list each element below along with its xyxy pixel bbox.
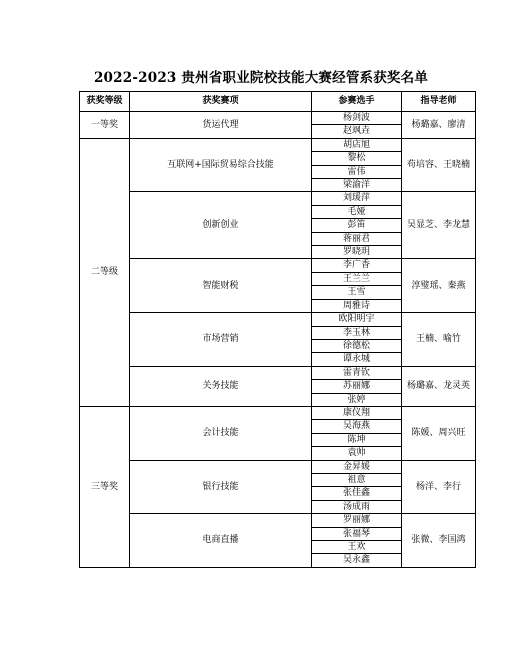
table-row (80, 514, 476, 527)
event-name-cell: 市场营销 (130, 313, 312, 367)
student-name-cell: 雷青钦 (312, 366, 402, 379)
student-name-cell: 张婷 (312, 393, 402, 406)
student-name-cell: 刘瑗萍 (312, 192, 402, 205)
table-row (80, 460, 476, 473)
student-name-cell: 蒋丽君 (312, 232, 402, 245)
table-row (80, 112, 476, 125)
event-name-cell: 电商直播 (130, 514, 312, 568)
student-name-cell: 袁帅 (312, 447, 402, 460)
student-name-cell: 谭永城 (312, 353, 402, 366)
award-level-cell: 三等奖 (80, 406, 130, 567)
table-row (80, 192, 476, 205)
award-level-cell: 一等奖 (80, 112, 130, 139)
table-row (80, 259, 476, 272)
teacher-names-cell: 陈媛、周兴旺 (402, 406, 476, 460)
student-name-cell: 康仪翔 (312, 406, 402, 419)
document-title: 2022-2023 贵州省职业院校技能大赛经管系获奖名单 (93, 70, 429, 86)
event-name-cell: 货运代理 (130, 112, 312, 139)
student-name-cell: 苏丽娜 (312, 380, 402, 393)
student-name-cell: 张佳鑫 (312, 487, 402, 500)
student-name-cell: 张福琴 (312, 527, 402, 540)
event-name-cell: 关务技能 (130, 366, 312, 406)
teacher-names-cell: 苟培容、王晓楠 (402, 138, 476, 192)
award-level-cell: 二等级 (80, 138, 130, 406)
student-name-cell: 周雅诗 (312, 299, 402, 312)
student-name-cell: 徐德松 (312, 339, 402, 352)
student-name-cell: 梁渝洋 (312, 179, 402, 192)
student-name-cell: 吴海燕 (312, 420, 402, 433)
teacher-names-cell: 张微、李国鸿 (402, 514, 476, 568)
student-name-cell: 罗丽娜 (312, 514, 402, 527)
header-award-level: 获奖等级 (80, 92, 130, 112)
student-name-cell: 赵飒垚 (312, 125, 402, 138)
student-name-cell: 彭笛 (312, 219, 402, 232)
student-name-cell: 李广香 (312, 259, 402, 272)
teacher-names-cell: 淳璧瑶、秦燕 (402, 259, 476, 313)
teacher-names-cell: 杨洋、李行 (402, 460, 476, 514)
student-name-cell: 雷伟 (312, 165, 402, 178)
table-row (80, 138, 476, 151)
event-name-cell: 会计技能 (130, 406, 312, 460)
student-name-cell: 罗晓玥 (312, 246, 402, 259)
header-students: 参赛选手 (312, 92, 402, 112)
award-table (79, 91, 476, 568)
teacher-names-cell: 杨璐嘉、龙灵英 (402, 366, 476, 406)
student-name-cell: 王欢 (312, 541, 402, 554)
table-row (80, 406, 476, 419)
student-name-cell: 黎松 (312, 152, 402, 165)
student-name-cell: 吴永鑫 (312, 554, 402, 567)
table-row (80, 313, 476, 326)
teacher-names-cell: 王楠、喻竹 (402, 313, 476, 367)
header-event: 获奖赛项 (130, 92, 312, 112)
event-name-cell: 互联网+国际贸易综合技能 (130, 138, 312, 192)
event-name-cell: 银行技能 (130, 460, 312, 514)
event-name-cell: 智能财税 (130, 259, 312, 313)
student-name-cell: 金昇媛 (312, 460, 402, 473)
student-name-cell: 李玉林 (312, 326, 402, 339)
student-name-cell: 汤成雨 (312, 500, 402, 513)
table-row (80, 366, 476, 379)
student-name-cell: 王雪 (312, 286, 402, 299)
student-name-cell: 杨剑波 (312, 112, 402, 125)
student-name-cell: 毛娅 (312, 205, 402, 218)
student-name-cell: 陈坤 (312, 433, 402, 446)
header-teachers: 指导老师 (402, 92, 476, 112)
student-name-cell: 欧阳明宇 (312, 313, 402, 326)
student-name-cell: 祖意 (312, 473, 402, 486)
award-table-body (80, 112, 476, 568)
student-name-cell: 王兰兰 (312, 272, 402, 285)
student-name-cell: 胡店旭 (312, 138, 402, 151)
event-name-cell: 创新创业 (130, 192, 312, 259)
table-header-row (80, 92, 476, 112)
teacher-names-cell: 杨璐嘉、廖清 (402, 112, 476, 139)
teacher-names-cell: 吴显芝、李龙慧 (402, 192, 476, 259)
